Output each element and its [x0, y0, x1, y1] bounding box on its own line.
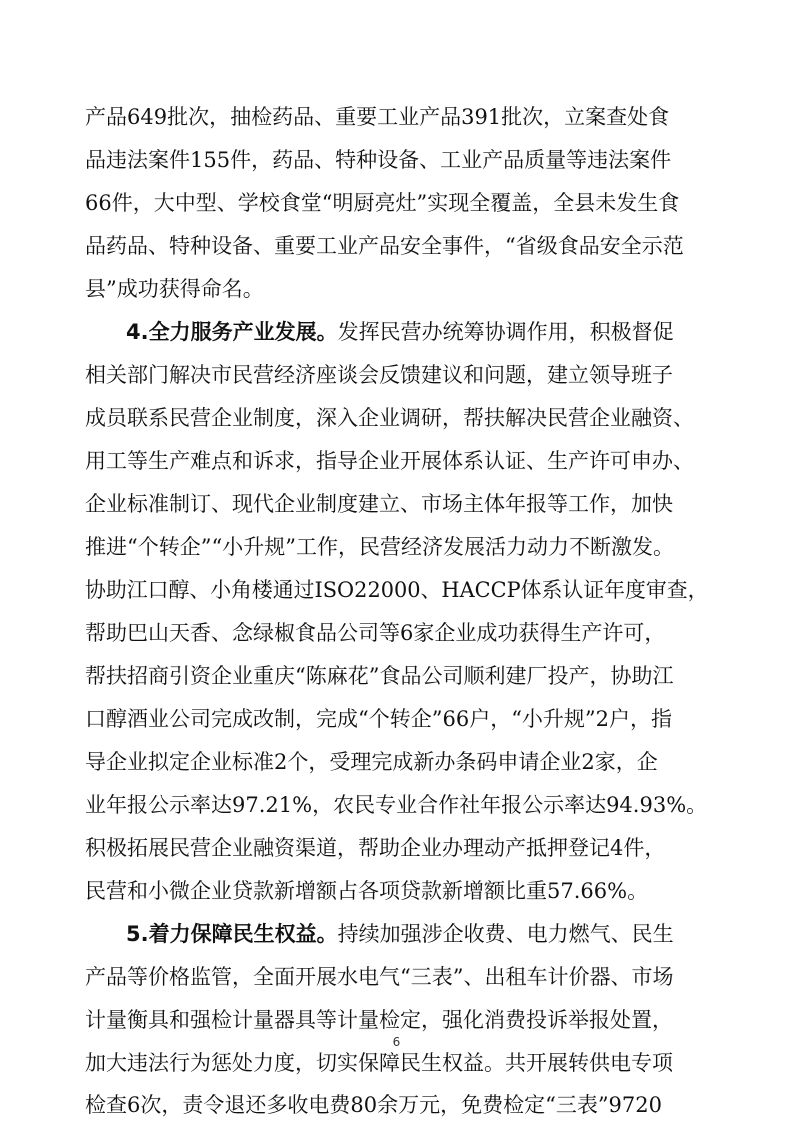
text-line: 协助江口醇、小角楼通过ISO22000、HACCP体系认证年度审查， — [85, 578, 709, 602]
section-5-text: 持续加强涉企收费、电力燃气、民生 — [337, 922, 674, 946]
section-5-heading: 5.着力保障民生权益。 — [126, 922, 338, 946]
section-5-first-line — [126, 917, 674, 951]
page-number: 6 — [392, 1035, 401, 1049]
text-line: 品违法案件155件，药品、特种设备、工业产品质量等违法案件 — [85, 148, 672, 172]
text-line: 业年报公示率达97.21%，农民专业合作社年报公示率达94.93%。 — [85, 793, 708, 817]
text-line: 计量衡具和强检计量器具等计量检定，强化消费投诉举报处置， — [85, 1008, 673, 1032]
text-line: 产品649批次，抽检药品、重要工业产品391批次，立案查处食 — [85, 105, 670, 129]
text-line: 加大违法行为惩处力度，切实保障民生权益。共开展转供电专项 — [85, 1051, 673, 1075]
text-line: 用工等生产难点和诉求，指导企业开展体系认证、生产许可申办、 — [85, 449, 694, 473]
text-line: 民营和小微企业贷款新增额占各项贷款新增额比重57.66%。 — [85, 879, 649, 903]
text-line: 帮助巴山天香、念绿椒食品公司等6家企业成功获得生产许可， — [85, 621, 666, 645]
text-line: 积极拓展民营企业融资渠道，帮助企业办理动产抵押登记4件， — [85, 836, 666, 860]
text-line: 成员联系民营企业制度，深入企业调研，帮扶解决民营企业融资、 — [85, 406, 694, 430]
text-line: 导企业拟定企业标准2个，受理完成新办条码申请企业2家，企 — [85, 750, 658, 774]
section-4-heading: 4.全力服务产业发展。 — [126, 320, 338, 344]
section-4-first-line — [126, 315, 674, 349]
text-line: 66件，大中型、学校食堂“明厨亮灶”实现全覆盖，全县未发生食 — [85, 191, 680, 215]
text-line: 产品等价格监管，全面开展水电气“三表”、出租车计价器、市场 — [85, 965, 674, 989]
text-line: 检查6次，责令退还多收电费80余万元，免费检定“三表”9720 — [85, 1093, 662, 1117]
text-line: 口醇酒业公司完成改制，完成“个转企”66户，“小升规”2户，指 — [85, 707, 673, 731]
text-line: 县”成功获得命名。 — [85, 277, 264, 301]
text-line: 推进“个转企”“小升规”工作，民营经济发展活力动力不断激发。 — [85, 535, 674, 559]
text-line: 相关部门解决市民营经济座谈会反馈建议和问题，建立领导班子 — [85, 363, 673, 387]
text-line: 品药品、特种设备、重要工业产品安全事件，“省级食品安全示范 — [85, 234, 684, 258]
text-line: 帮扶招商引资企业重庆“陈麻花”食品公司顺利建厂投产，协助江 — [85, 664, 674, 688]
text-line: 企业标准制订、现代企业制度建立、市场主体年报等工作，加快 — [85, 492, 673, 516]
section-4-text: 发挥民营办统筹协调作用，积极督促 — [337, 320, 674, 344]
